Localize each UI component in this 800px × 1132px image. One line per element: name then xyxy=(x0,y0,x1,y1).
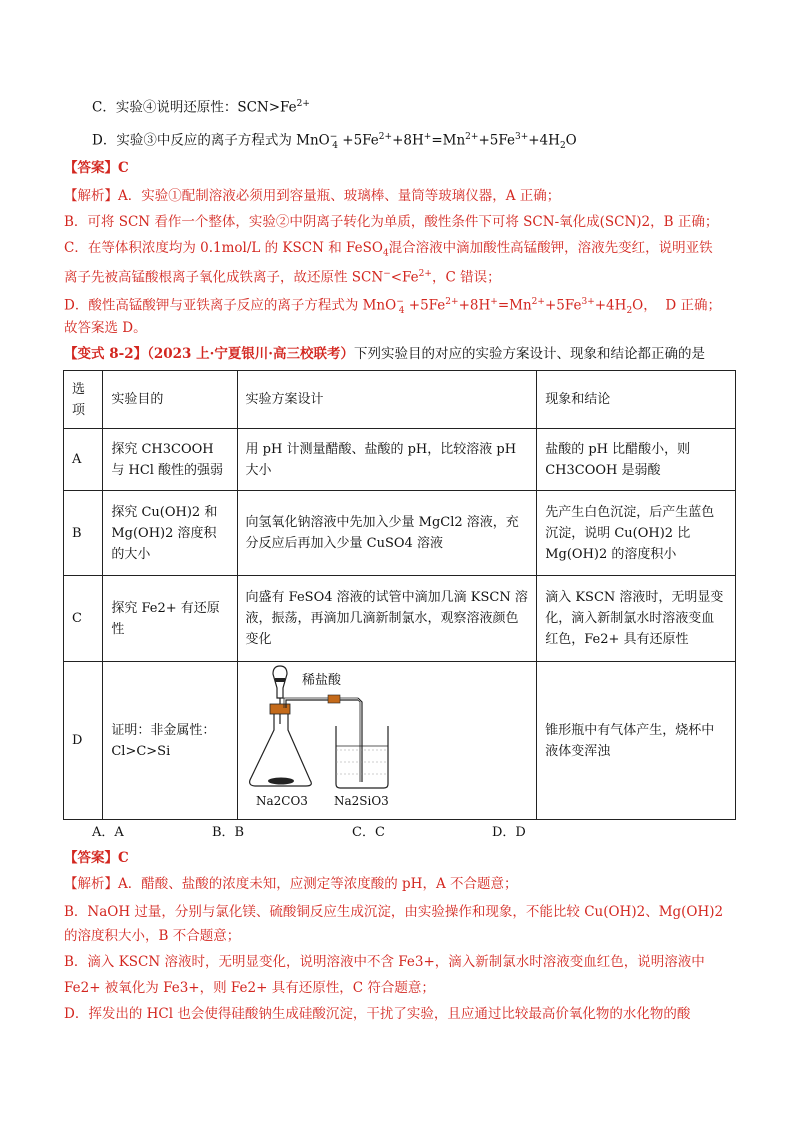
header-design: 实验方案设计 xyxy=(237,371,537,429)
analysis-line-2: B．可将 SCN 看作一个整体，实验②中阴离子转化为单质，酸性条件下可将 SCN-氧化成(SCN)2，B 正确； xyxy=(64,214,719,230)
analysis2-line-6: D．挥发出的 HCl 也会使得硅酸钠生成硅酸沉淀，干扰了实验，且应通过比较最高价氧化物的水化物的酸 xyxy=(64,1006,691,1022)
row-result: 盐酸的 pH 比醋酸小，则 CH3COOH 是弱酸 xyxy=(537,429,736,491)
funnel-stopcock xyxy=(275,678,285,682)
analysis2-line-3: 的溶度积大小，B 不合题意； xyxy=(64,928,241,944)
row-result: 滴入 KSCN 溶液时，无明显变化，滴入新制氯水时溶液变血红色，Fe2+ 具有还原性 xyxy=(537,576,736,662)
analysis-line-3: C．在等体积浓度均为 0.1mol/L 的 KSCN 和 FeSO$_4$混合溶液中滴加酸性高锰酸钾，溶液先变红，说明亚铁 xyxy=(64,240,713,259)
row-option: A xyxy=(64,429,103,491)
choice-b: B．B xyxy=(212,825,245,840)
tube-connector xyxy=(328,695,340,703)
flask-label: Na2CO3 xyxy=(255,794,308,808)
answer-label-2: 【答案】C xyxy=(64,850,129,866)
row-purpose: 探究 Cu(OH)2 和 Mg(OH)2 溶度积的大小 xyxy=(103,491,237,576)
acid-label: 稀盐酸 xyxy=(301,673,341,688)
table-row xyxy=(64,491,736,576)
analysis2-line-1: 【解析】A．醋酸、盐酸的浓度未知，应测定等浓度酸的 pH，A 不合题意； xyxy=(64,876,518,892)
stopper xyxy=(270,704,290,714)
answer-label-1: 【答案】C xyxy=(64,160,129,176)
row-purpose: 证明：非金属性：Cl>C>Si xyxy=(103,662,237,820)
choice-a: A．A xyxy=(92,825,124,840)
analysis-line-4: 离子先被高锰酸根离子氧化成铁离子，故还原性 $SCN^-<Fe^{2+}$，C 错误； xyxy=(64,269,501,286)
analysis2-line-4: B．滴入 KSCN 溶液时，无明显变化，说明溶液中不含 Fe3+，滴入新制氯水时溶液变血红色，说明溶液中 xyxy=(64,954,705,970)
row-design: 用 pH 计测量醋酸、盐酸的 pH，比较溶液 pH 大小 xyxy=(237,429,537,491)
row-purpose: 探究 CH3COOH 与 HCl 酸性的强弱 xyxy=(103,429,237,491)
solid-reagent xyxy=(268,778,294,785)
header-option: 选项 xyxy=(64,371,103,429)
choice-d: D．D xyxy=(492,825,526,840)
experiment-table xyxy=(63,370,736,820)
analysis-line-1: 【解析】A．实验①配制溶液必须用到容量瓶、玻璃棒、量筒等玻璃仪器，A 正确； xyxy=(64,188,561,204)
choice-c: C．C xyxy=(352,825,385,840)
table-header-row xyxy=(64,371,736,429)
conical-flask-icon xyxy=(249,714,311,786)
row-purpose: 探究 Fe2+ 有还原性 xyxy=(103,576,237,662)
row-design: 向氢氧化钠溶液中先加入少量 MgCl2 溶液，充分反应后再加入少量 CuSO4 溶液 xyxy=(237,491,537,576)
apparatus-diagram-cell xyxy=(237,662,537,820)
option-d: D．实验③中反应的离子方程式为 $MnO^-_4 +5Fe^{2+}+8H^+=Mn^{2+}+5Fe^{3+}+4H_2O$ xyxy=(92,132,577,152)
analysis-line-6: 故答案选 D。 xyxy=(64,320,147,336)
row-result: 先产生白色沉淀，后产生蓝色沉淀，说明 Cu(OH)2 比 Mg(OH)2 的溶度积小 xyxy=(537,491,736,576)
row-result: 锥形瓶中有气体产生，烧杯中液体变浑浊 xyxy=(537,662,736,820)
row-design: 向盛有 FeSO4 溶液的试管中滴加几滴 KSCN 溶液，振荡，再滴加几滴新制氯水，观察溶液颜色变化 xyxy=(237,576,537,662)
analysis2-line-5: Fe2+ 被氧化为 Fe3+，则 Fe2+ 具有还原性，C 符合题意； xyxy=(64,980,435,996)
table-row xyxy=(64,429,736,491)
header-result: 现象和结论 xyxy=(537,371,736,429)
apparatus-diagram xyxy=(238,662,528,812)
beaker-label: Na2SiO3 xyxy=(333,794,389,808)
option-c: C．实验④说明还原性：$SCN>Fe^{2+}$ xyxy=(92,99,310,116)
question-stem: 【变式 8-2】（2023 上·宁夏银川·高三校联考）下列实验目的对应的实验方案设计、现象和结论都正确的是 xyxy=(64,346,706,362)
row-option: B xyxy=(64,491,103,576)
analysis2-line-2: B．NaOH 过量，分别与氯化镁、硫酸铜反应生成沉淀，由实验操作和现象，不能比较 Cu(OH)2、Mg(OH)2 xyxy=(64,904,724,920)
table-row xyxy=(64,576,736,662)
row-option: C xyxy=(64,576,103,662)
row-option: D xyxy=(64,662,103,820)
analysis-line-5: D．酸性高锰酸钾与亚铁离子反应的离子方程式为 $MnO^-_4 +5Fe^{2+}+8H^+=Mn^{2+}+5Fe^{3+}+4H_2O$， D 正确； xyxy=(64,297,721,317)
table-row xyxy=(64,662,736,820)
header-purpose: 实验目的 xyxy=(103,371,237,429)
